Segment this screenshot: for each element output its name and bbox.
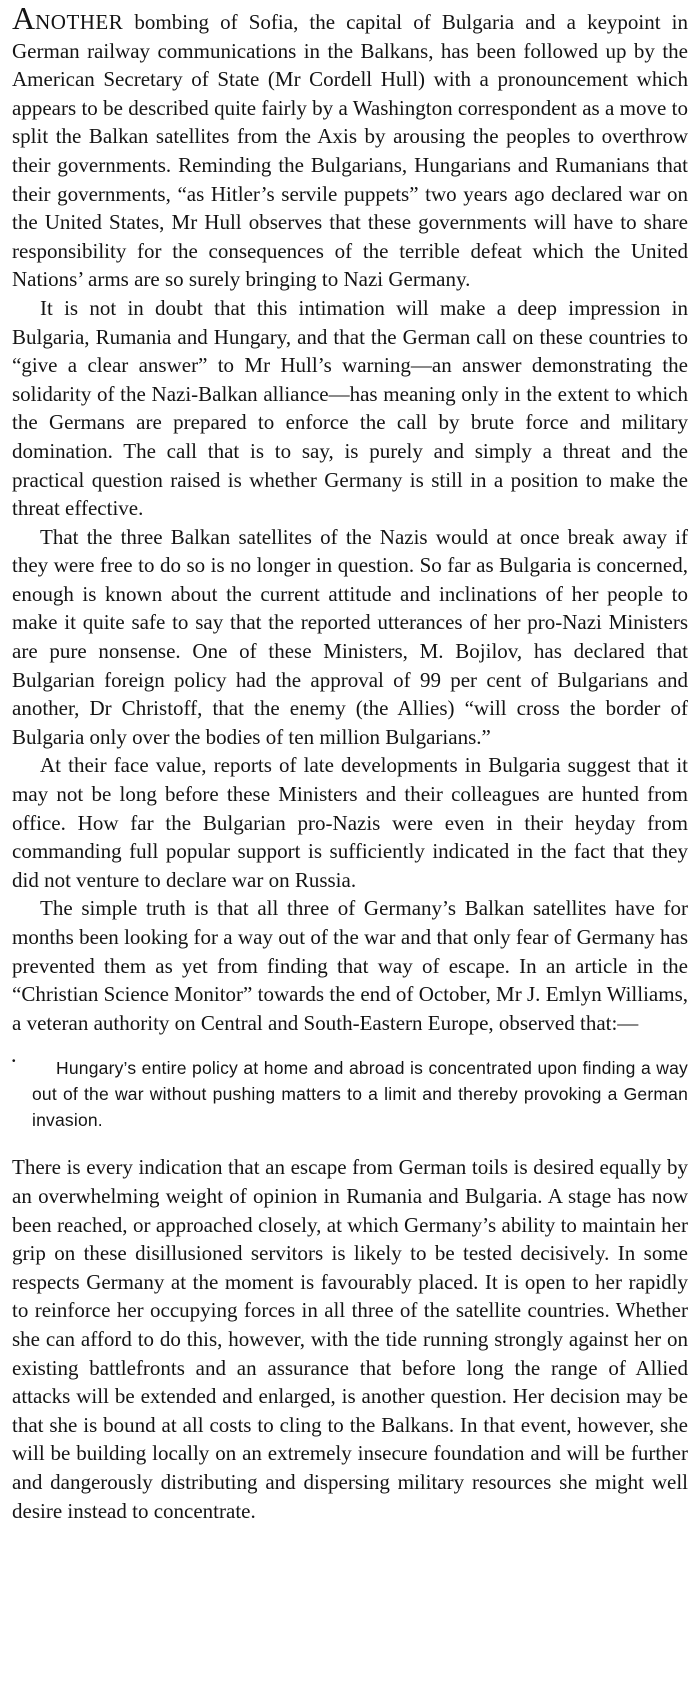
article-paragraph-5: The simple truth is that all three of Germany’s Balkan satellites have for months been looking for a way out of the war and that only fear of Germany has prevented them as yet from finding that way of escape. In an article in the “Christian Science Monitor” towards the end of October, Mr J. Emlyn Williams, a veteran authority on Central and South-Eastern Europe, observed that:—: [12, 896, 688, 1035]
drop-cap: A: [12, 0, 36, 36]
article-paragraph-3: That the three Balkan satellites of the Nazis would at once break away if they were free to do so is no longer in question. So far as Bulgaria is concerned, enough is known about the current attitude and inclinations of her people to make it quite safe to say that the reported utterances of her pro-Nazi Ministers are pure nonsense. One of these Ministers, M. Bojilov, has declared that Bulgarian foreign policy had the approval of 99 per cent of Bulgarians and another, Dr Christoff, that the enemy (the Allies) “will cross the border of Bulgaria only over the bodies of ten million Bulgarians.”: [12, 524, 688, 749]
article-paragraph-6: There is every indication that an escape from German toils is desired equally by an overwhelming weight of opinion in Rumania and Bulgaria. A stage has now been reached, or approached closely, at which Germany’s ability to maintain her grip on these disillusioned servitors is likely to be tested decisively. In some respects Germany at the moment is favourably placed. It is open to her rapidly to reinforce her occupying forces in all three of the satellite countries. Whether she can afford to do this, however, with the tide running strongly against her on existing battlefronts and an assurance that before long the range of Allied attacks will be extended and enlarged, is another question. Her decision may be that she is bound at all costs to cling to the Balkans. In that event, however, she will be building locally on an extremely insecure foundation and will be further and dangerously distributing and dispersing military resources she might well desire instead to concentrate.: [12, 1155, 688, 1523]
article-paragraph-2: It is not in doubt that this intimation will make a deep impression in Bulgaria, Rumania and Hungary, and that the German call on these countries to “give a clear answer” to Mr Hull’s warning—an answer demonstrating the solidarity of the Nazi-Balkan alliance—has meaning only in the extent to which the Germans are prepared to enforce the call by brute force and military domination. The call that is to say, is purely and simply a threat and the practical question raised is whether Germany is still in a position to make the threat effective.: [12, 295, 688, 521]
article-paragraph-1: [12, 0, 688, 294]
article-paragraph-4: At their face value, reports of late developments in Bulgaria suggest that it may not be long before these Ministers and their colleagues are hunted from office. How far the Bulgarian pro-Nazis were even in their heyday from commanding full popular support is sufficiently indicated in the fact that they did not venture to declare war on Russia.: [12, 753, 688, 892]
block-quote: [12, 1055, 688, 1133]
quote-text: Hungary’s entire policy at home and abroad is concentrated upon finding a way out of the war without pushing matters to a limit and thereby provoking a German invasion.: [32, 1058, 688, 1131]
bullet-mark-icon: •: [12, 1056, 16, 1068]
lead-word: NOTHER: [35, 10, 124, 34]
paragraph-1-text: bombing of Sofia, the capital of Bulgaria and a keypoint in German railway communications in the Balkans, has been followed up by the American Secretary of State (Mr Cordell Hull) with a pronouncement which appears to be described quite fairly by a Washington correspondent as a move to split the Balkan satellites from the Axis by arousing the peoples to overthrow their governments. Reminding the Bulgarians, Hungarians and Rumanians that their governments, “as Hitler’s servile puppets” two years ago declared war on the United States, Mr Hull observes that these governments will have to share responsibility for the consequences of the terrible defeat which the United Nations’ arms are so surely bringing to Nazi Germany.: [12, 10, 688, 292]
